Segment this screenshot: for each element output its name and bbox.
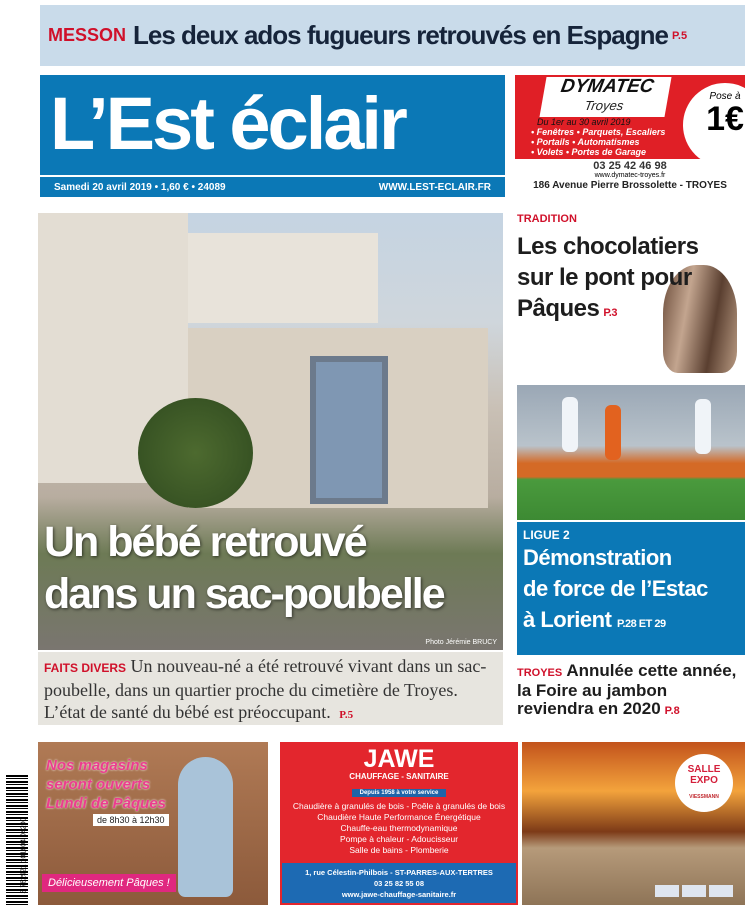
jawe-sub: CHAUFFAGE - SANITAIRE xyxy=(349,772,449,781)
main-story-text: Un nouveau-né a été retrouvé vivant dans un sac-poubelle, dans un quartier proche du cimetière de Troyes. L’état de santé du bébé est préoccupant. xyxy=(44,656,487,722)
ligue2-page: P.28 ET 29 xyxy=(617,618,666,630)
easter-line: Lundi de Pâques xyxy=(46,795,167,812)
website-link[interactable]: WWW.LEST-ECLAIR.FR xyxy=(378,181,491,193)
tradition-headline: Les chocolatiers sur le pont pour Pâques xyxy=(517,233,699,322)
main-headline-line: dans un sac-poubelle xyxy=(44,570,444,618)
dymatec-item: • Volets • Portes de Garage xyxy=(531,147,647,157)
top-story-kicker: MESSON xyxy=(48,25,127,45)
jawe-logo: JAWE xyxy=(363,745,435,773)
troyes-page: P.8 xyxy=(664,705,680,717)
badge-brand: VIESSMANN xyxy=(689,794,719,800)
ad-jawe[interactable] xyxy=(280,742,518,905)
masthead xyxy=(40,75,505,197)
dymatec-brand: DYMATEC xyxy=(559,76,656,97)
troyes-kicker: TROYES xyxy=(517,667,563,679)
ligue2-story[interactable] xyxy=(517,522,745,655)
partner-logos xyxy=(655,885,733,897)
dymatec-phone: 03 25 42 46 98 xyxy=(593,160,667,172)
ligue2-headline-line: à Lorient xyxy=(523,607,612,632)
main-story-summary[interactable] xyxy=(38,652,503,725)
main-story-page: P.5 xyxy=(339,709,354,721)
shrub xyxy=(138,398,253,508)
easter-slogan: Délicieusement Pâques ! xyxy=(42,874,176,892)
dymatec-url: www.dymatec-troyes.fr xyxy=(594,172,666,179)
barcode-number: 3 782921 101604 04200 xyxy=(20,817,28,894)
main-story-photo[interactable] xyxy=(38,213,503,650)
ad-pellets[interactable] xyxy=(522,742,745,905)
ad-dymatec[interactable] xyxy=(515,75,745,197)
newspaper-title: L’Est éclair xyxy=(50,82,405,165)
troyes-story[interactable] xyxy=(517,662,745,720)
girl-image xyxy=(178,757,233,897)
dymatec-offer-badge xyxy=(683,83,745,167)
top-story-page: P.5 xyxy=(671,29,688,42)
photo-credit: Photo Jérémie BRUCY xyxy=(425,639,497,646)
easter-hours: de 8h30 à 12h30 xyxy=(93,814,169,826)
ligue2-headline-line: de force de l’Estac xyxy=(523,576,708,601)
tradition-story[interactable] xyxy=(517,213,745,378)
jawe-url: www.jawe-chauffage-sanitaire.fr xyxy=(341,890,457,899)
jawe-since: Depuis 1958 à votre service xyxy=(352,789,447,797)
jawe-phone: 03 25 82 55 08 xyxy=(373,879,425,888)
jawe-service: Pompe à chaleur - Adoucisseur xyxy=(339,834,459,844)
dymatec-address: 186 Avenue Pierre Brossolette - TROYES xyxy=(533,180,727,191)
dymatec-city: Troyes xyxy=(583,98,625,113)
offer-label: Pose à xyxy=(709,91,741,102)
top-story-headline[interactable]: Les deux ados fugueurs retrouvés en Espagne xyxy=(133,20,668,50)
main-story-kicker: FAITS DIVERS xyxy=(44,661,127,675)
ligue2-kicker: LIGUE 2 xyxy=(523,528,570,542)
door xyxy=(310,356,388,504)
issue-info: Samedi 20 avril 2019 • 1,60 € • 24089 xyxy=(54,181,226,193)
salle-expo-badge xyxy=(675,754,733,812)
easter-line: Nos magasins xyxy=(46,757,148,774)
jawe-service: Salle de bains - Plomberie xyxy=(349,845,449,855)
jawe-service: Chaudière Haute Performance Énergétique xyxy=(317,812,481,822)
ad-easter[interactable] xyxy=(38,742,268,905)
jawe-service: Chauffe-eau thermodynamique xyxy=(340,823,458,833)
jawe-address: 1, rue Célestin-Philbois - ST-PARRES-AUX-TERTRES xyxy=(305,868,493,877)
jawe-service: Chaudière à granulés de bois - Poêle à granulés de bois xyxy=(292,801,506,811)
top-story-banner[interactable] xyxy=(40,5,745,66)
dymatec-item: • Portails • Automatismes xyxy=(531,137,640,147)
tradition-kicker: TRADITION xyxy=(517,213,577,225)
main-headline xyxy=(44,516,444,620)
football-photo[interactable] xyxy=(517,385,745,520)
main-headline-line: Un bébé retrouvé xyxy=(44,518,366,566)
badge-line: SALLE xyxy=(687,764,721,775)
tradition-page: P.3 xyxy=(603,307,617,319)
dymatec-dates: Du 1er au 30 avril 2019 xyxy=(537,117,631,127)
troyes-headline: Annulée cette année, la Foire au jambon reviendra en 2020 xyxy=(517,661,737,718)
ligue2-headline-line: Démonstration xyxy=(523,545,672,570)
dymatec-item: • Fenêtres • Parquets, Escaliers xyxy=(531,127,666,137)
badge-line: EXPO xyxy=(690,775,718,786)
offer-price: 1€ xyxy=(706,100,744,138)
easter-line: seront ouverts xyxy=(46,776,151,793)
